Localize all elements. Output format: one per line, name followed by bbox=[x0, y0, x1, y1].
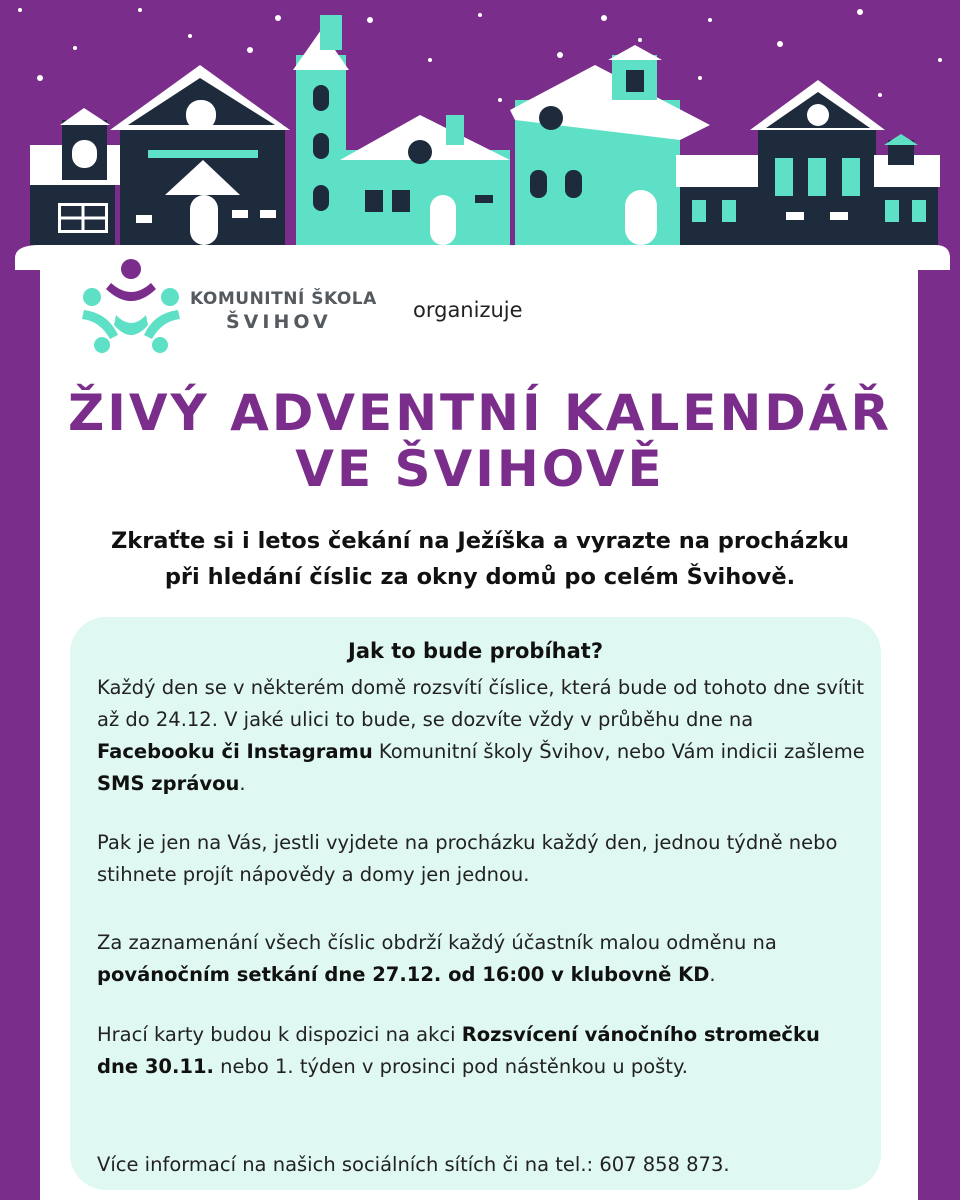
house-4 bbox=[340, 115, 510, 245]
bold-text: Facebooku či Instagramu bbox=[97, 740, 373, 763]
text: Každý den se v některém domě rozsvítí číslice, která bude od tohoto dne svítit až do 24.12. V jaké ulici to bude, se dozvíte vždy v průběhu dne na bbox=[97, 676, 865, 731]
info-paragraph-2: Pak je jen na Vás, jestli vyjdete na procházku každý den, jednou týdně nebo stihnete projít nápovědy a domy jen jednou. bbox=[97, 831, 838, 886]
bold-text: povánočním setkání dne 27.12. od 16:00 v klubovně KD bbox=[97, 963, 710, 986]
house-1 bbox=[30, 108, 122, 245]
page-title: ŽIVÝ ADVENTNÍ KALENDÁŘ bbox=[67, 384, 893, 442]
info-box bbox=[70, 617, 881, 1190]
text: . bbox=[709, 963, 716, 986]
snowflakes bbox=[18, 8, 942, 102]
info-heading: Jak to bude probíhat? bbox=[348, 639, 603, 663]
community-people-icon bbox=[78, 255, 184, 359]
house-3-tower bbox=[293, 15, 349, 245]
bold-text: Rozsvícení vánočního stromečku dne 30.11. bbox=[97, 1023, 820, 1078]
contact-info: Více informací na našich sociálních sítích či na tel.: 607 858 873. bbox=[97, 1153, 730, 1176]
info-paragraph-3 bbox=[97, 927, 867, 991]
text: nebo 1. týden v prosinci pod nástěnkou u pošty. bbox=[213, 1055, 688, 1078]
text: Za zaznamenání všech číslic obdrží každý účastník malou odměnu na bbox=[97, 931, 777, 954]
subtitle-line1: Zkraťte si i letos čekání na Ježíška a vyrazte na procházku bbox=[110, 528, 850, 554]
text: Hrací karty budou k dispozici na akci bbox=[97, 1023, 462, 1046]
info-paragraph-1 bbox=[97, 672, 867, 800]
house-8 bbox=[874, 134, 940, 245]
text: . bbox=[239, 772, 246, 795]
winter-town-illustration bbox=[0, 0, 960, 270]
organization-town: ŠVIHOV bbox=[226, 311, 332, 333]
house-6 bbox=[676, 155, 761, 245]
organization-name: KOMUNITNÍ ŠKOLA bbox=[190, 289, 377, 309]
bold-text: SMS zprávou bbox=[97, 772, 240, 795]
house-7 bbox=[750, 80, 885, 245]
organizes-label: organizuje bbox=[413, 298, 523, 322]
text: Komunitní školy Švihov, nebo Vám indicii zašleme bbox=[372, 740, 865, 763]
subtitle-line2: při hledání číslic za okny domů po celém Švihově. bbox=[164, 564, 796, 590]
info-paragraph-4 bbox=[97, 1019, 867, 1083]
page-title-line2: VE ŠVIHOVĚ bbox=[295, 440, 665, 498]
house-2 bbox=[110, 65, 290, 245]
